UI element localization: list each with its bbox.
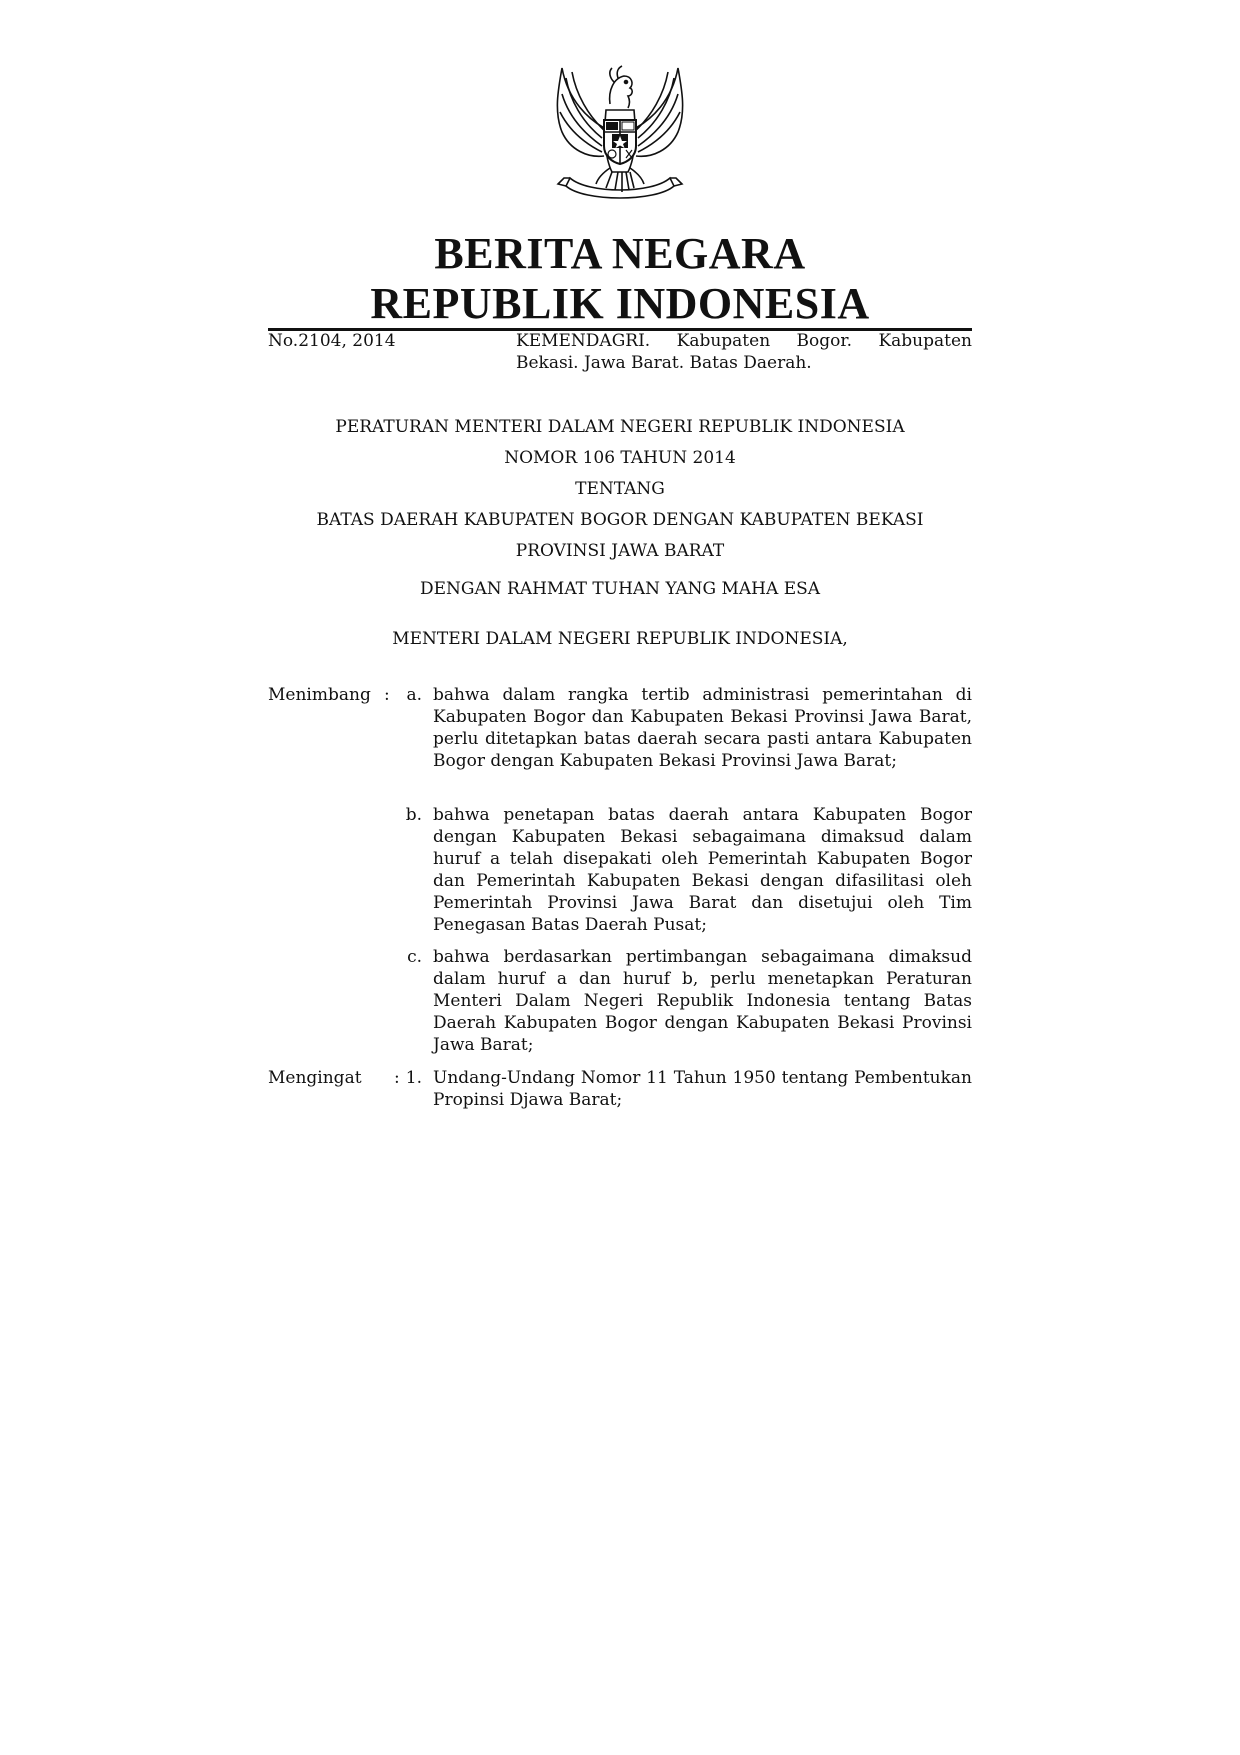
menimbang-mark-a: a. — [406, 685, 422, 705]
menimbang-mark-c: c. — [407, 947, 422, 967]
invocation: DENGAN RAHMAT TUHAN YANG MAHA ESA — [419, 579, 821, 599]
regulation-subject-line2: PROVINSI JAWA BARAT — [515, 541, 725, 561]
regulation-title-line1: PERATURAN MENTERI DALAM NEGERI REPUBLIK INDONESIA — [335, 417, 905, 437]
menimbang-mark-b: b. — [405, 805, 422, 825]
mengingat-label: Mengingat — [268, 1068, 362, 1088]
issuing-authority: MENTERI DALAM NEGERI REPUBLIK INDONESIA, — [392, 629, 848, 649]
menimbang-colon: : — [384, 685, 390, 705]
mengingat-item-1: Undang-Undang Nomor 11 Tahun 1950 tentang Pembentukan Propinsi Djawa Barat; — [433, 1068, 972, 1110]
regulation-tentang: TENTANG — [575, 479, 665, 499]
masthead-title-line1: BERITA NEGARA — [434, 229, 806, 278]
gazette-number: No.2104, 2014 — [268, 331, 396, 351]
menimbang-item-b: bahwa penetapan batas daerah antara Kabupaten Bogor dengan Kabupaten Bekasi sebagaimana dimaksud dalam huruf a telah disepakati oleh Pemerintah Kabupaten Bogor dan Pemerintah Kabupaten Bekasi dengan difasilitasi oleh Pemerintah Provinsi Jawa Barat dan disetujui oleh Tim Penegasan Batas Daerah Pusat; — [433, 805, 972, 935]
gazette-subject-line1: KEMENDAGRI. Kabupaten Bogor. Kabupaten — [516, 331, 972, 351]
gazette-subject-line2: Bekasi. Jawa Barat. Batas Daerah. — [516, 353, 812, 373]
masthead-title-line2: REPUBLIK INDONESIA — [370, 279, 870, 328]
menimbang-item-a: bahwa dalam rangka tertib administrasi pemerintahan di Kabupaten Bogor dan Kabupaten Bekasi Provinsi Jawa Barat, perlu ditetapkan batas daerah secara pasti antara Kabupaten Bogor dengan Kabupaten Bekasi Provinsi Jawa Barat; — [433, 685, 972, 771]
regulation-number: NOMOR 106 TAHUN 2014 — [504, 448, 736, 468]
regulation-subject-line1: BATAS DAERAH KABUPATEN BOGOR DENGAN KABUPATEN BEKASI — [316, 510, 924, 530]
mengingat-colon: : — [394, 1068, 400, 1088]
mengingat-mark-1: 1. — [405, 1068, 422, 1088]
garuda-emblem-icon — [548, 60, 692, 212]
menimbang-item-c: bahwa berdasarkan pertimbangan sebagaimana dimaksud dalam huruf a dan huruf b, perlu menetapkan Peraturan Menteri Dalam Negeri Republik Indonesia tentang Batas Daerah Kabupaten Bogor dengan Kabupaten Bekasi Provinsi Jawa Barat; — [433, 947, 972, 1055]
menimbang-label: Menimbang — [268, 685, 371, 705]
